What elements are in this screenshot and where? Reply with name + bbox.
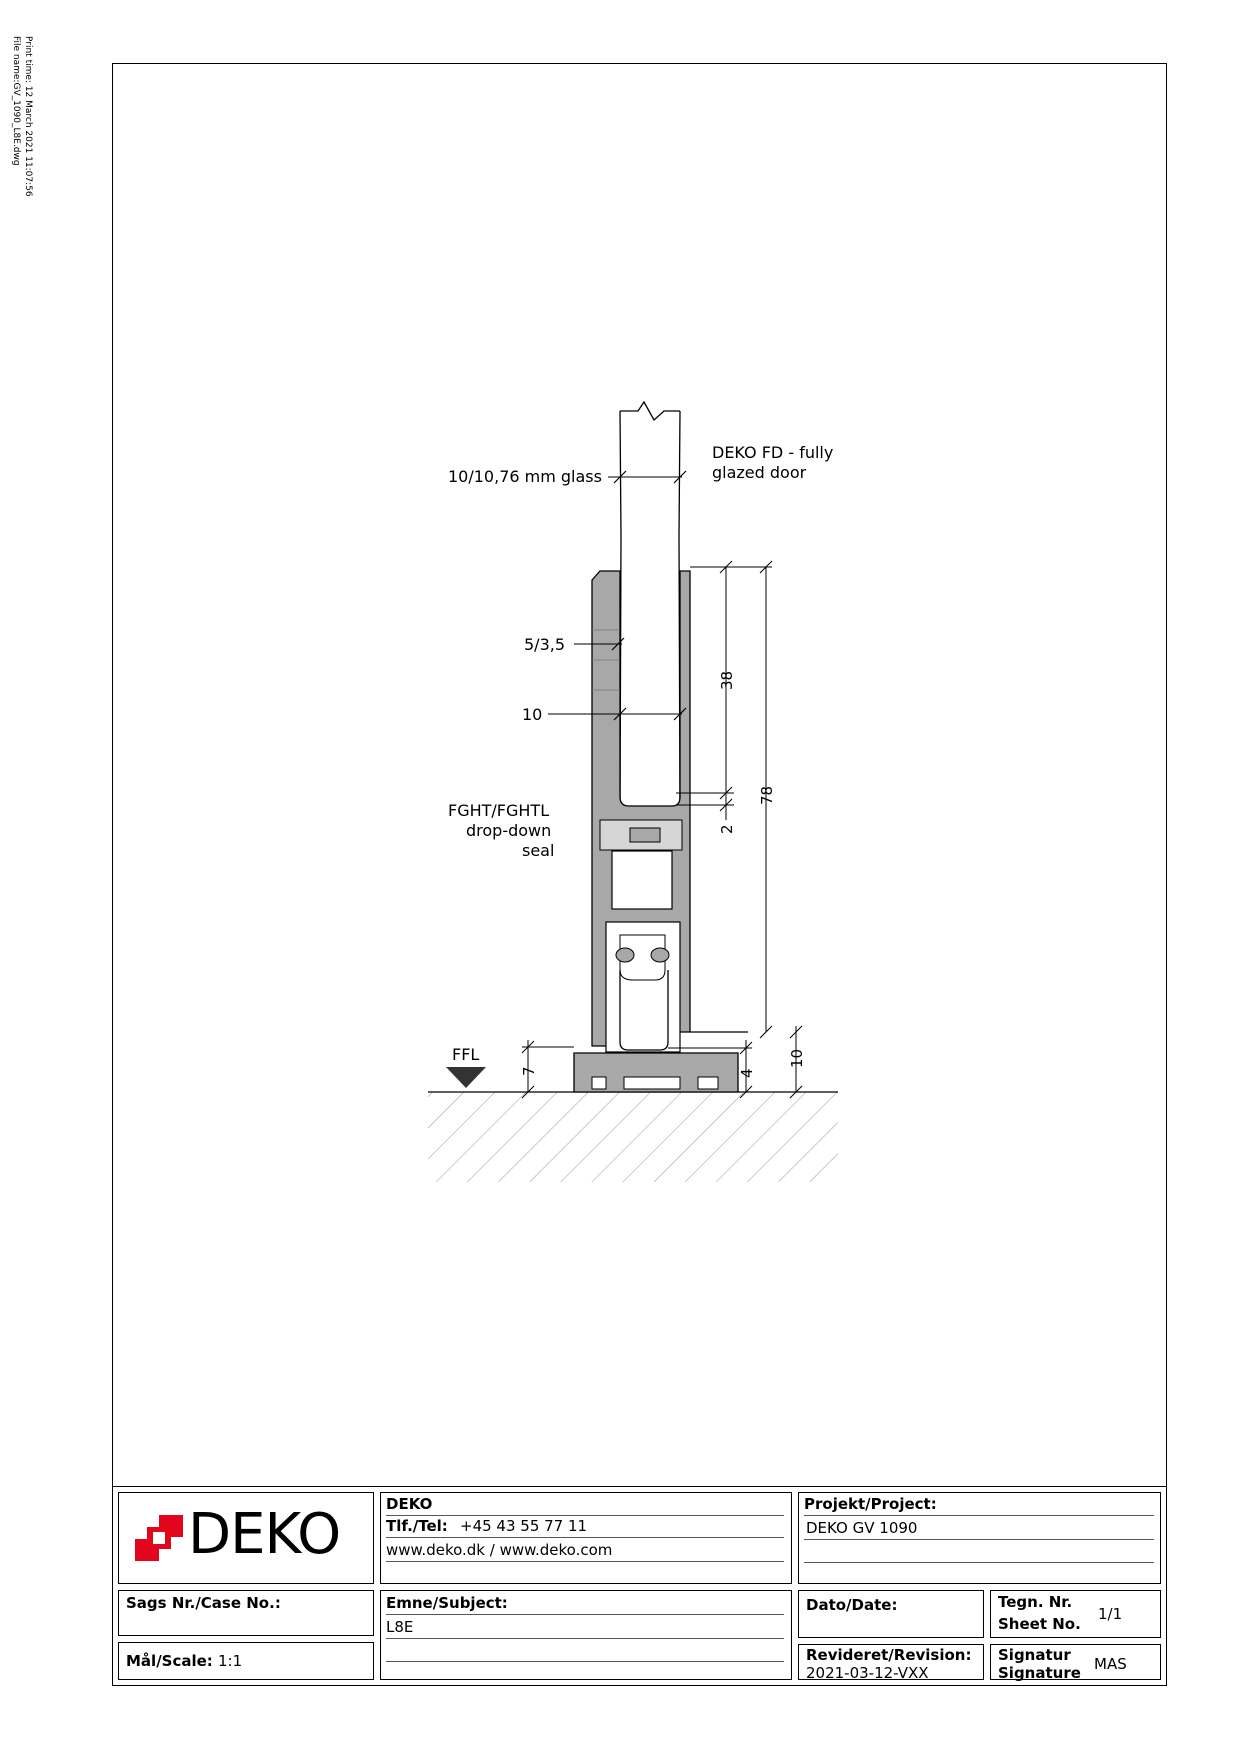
logo-text: DEKO (188, 1502, 341, 1567)
rule (804, 1539, 1154, 1540)
tel-label: Tlf./Tel: (386, 1517, 448, 1535)
revision-label: Revideret/Revision: (806, 1646, 972, 1664)
sheet-value: 1/1 (1098, 1605, 1123, 1623)
signature-value: MAS (1094, 1655, 1127, 1673)
rule (386, 1614, 784, 1615)
subject-label: Emne/Subject: (386, 1594, 508, 1612)
seal-label-line3: seal (522, 841, 555, 860)
dim-10-floor: 10 (788, 1048, 806, 1068)
rule (386, 1515, 784, 1516)
glass-width-dimension (608, 471, 686, 483)
rule (386, 1561, 784, 1562)
case-label: Sags Nr./Case No.: (126, 1594, 281, 1612)
print-time: Print time: 12 March 2021 11:07:56 (23, 36, 33, 197)
sheet-label-line2: Sheet No. (998, 1615, 1081, 1633)
tel-value: +45 43 55 77 11 (460, 1517, 588, 1535)
door-profile (592, 571, 748, 1052)
dim-4: 4 (738, 1068, 756, 1078)
rule (386, 1661, 784, 1662)
deko-logo-icon (135, 1515, 183, 1561)
product-label-line2: glazed door (712, 463, 807, 482)
company-name: DEKO (386, 1495, 433, 1513)
company-cell (380, 1492, 792, 1584)
glass-pane (620, 402, 680, 810)
rule (386, 1537, 784, 1538)
gasket-label: 5/3,5 (524, 635, 566, 654)
scale-label: Mål/Scale: (126, 1652, 213, 1670)
signature-label-line2: Signature (998, 1664, 1081, 1682)
seal-label-line2: drop-down (466, 821, 552, 840)
project-value: DEKO GV 1090 (806, 1519, 918, 1537)
ffl-label: FFL (452, 1045, 480, 1064)
website-link[interactable]: www.deko.dk / www.deko.com (386, 1541, 613, 1559)
date-label: Dato/Date: (806, 1596, 898, 1614)
rule (386, 1638, 784, 1639)
dim-7: 7 (520, 1066, 538, 1076)
file-name: File name:GV_1090_L8E.dwg (11, 36, 21, 166)
seal-label-line1: FGHT/FGHTL (448, 801, 550, 820)
width-label: 10 (522, 705, 543, 724)
glass-label: 10/10,76 mm glass (448, 467, 602, 486)
signature-label-line1: Signatur (998, 1646, 1071, 1664)
dim-2: 2 (718, 824, 736, 834)
product-label-line1: DEKO FD - fully (712, 443, 834, 462)
threshold (574, 1053, 738, 1092)
subject-value: L8E (386, 1618, 414, 1636)
floor-hatch (428, 1092, 838, 1182)
rule (804, 1515, 1154, 1516)
sheet-label-line1: Tegn. Nr. (998, 1593, 1073, 1611)
ffl-marker-icon (446, 1067, 486, 1088)
revision-value: 2021-03-12-VXX (806, 1664, 929, 1682)
project-label: Projekt/Project: (804, 1495, 937, 1513)
dim-78: 78 (758, 785, 776, 805)
rule (804, 1562, 1154, 1563)
dim-38: 38 (718, 670, 736, 690)
scale-value: 1:1 (218, 1652, 243, 1670)
